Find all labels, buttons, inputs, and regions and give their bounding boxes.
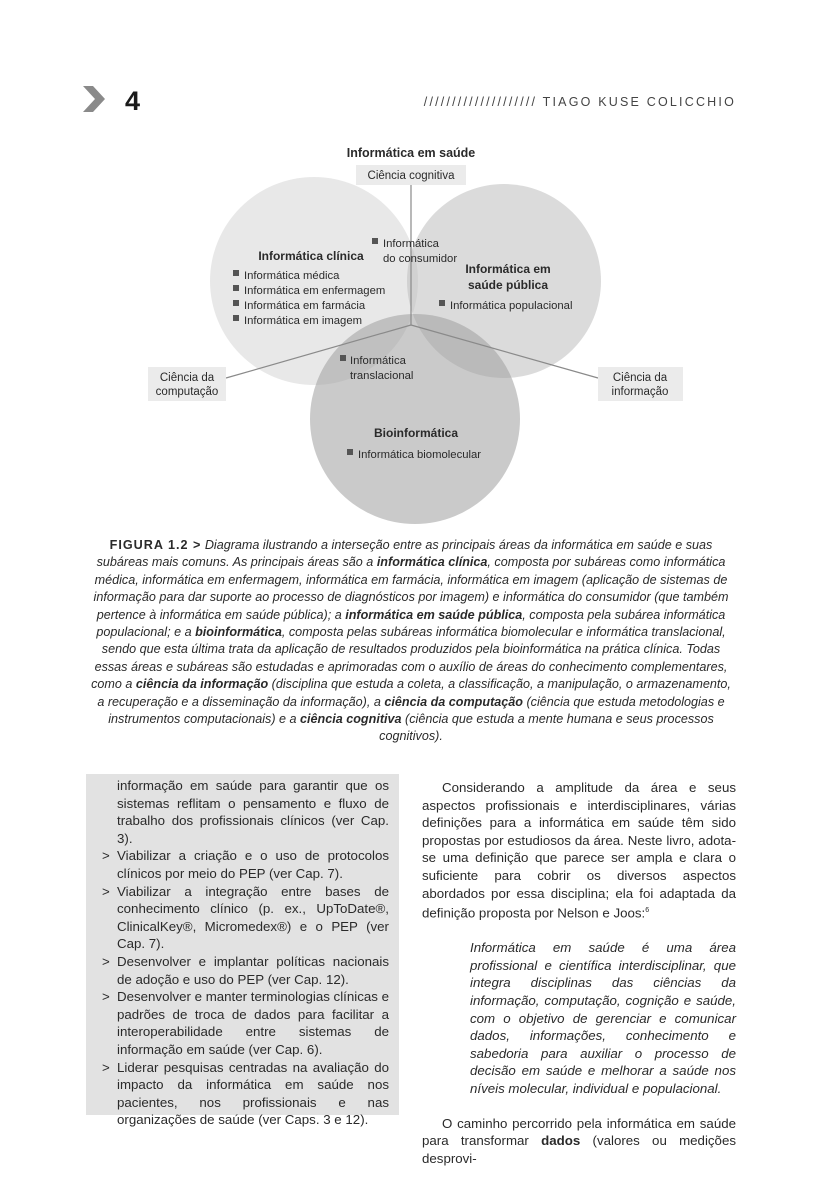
paragraph: Considerando a amplitude da área e seus aspectos profissionais e interdisciplinares, várias definições para a informática em saúde têm sido propostas por estudiosos da área. Neste livro, adota-se uma definição que parece ser ampla e clara o suficiente para cobrir os diversos aspectos abordados por essa disciplina; ela foi adaptada da definição proposta por Nelson e Joos:$^6$ bbox=[422, 780, 736, 921]
objectives-list bbox=[104, 847, 389, 1129]
svg-text:saúde pública: saúde pública bbox=[467, 278, 549, 292]
svg-text:Informática em imagem: Informática em imagem bbox=[244, 315, 363, 327]
clinical-informatics-title: Informática clínica bbox=[258, 249, 364, 263]
svg-text:Ciência cognitiva: Ciência cognitiva bbox=[367, 170, 455, 182]
bullet-icon bbox=[233, 315, 239, 321]
svg-text:Informática em farmácia: Informática em farmácia bbox=[244, 300, 366, 312]
bullet-icon bbox=[340, 355, 346, 361]
svg-text:do consumidor: do consumidor bbox=[383, 253, 458, 265]
bullet-marker: > bbox=[102, 848, 110, 864]
bullet-icon bbox=[372, 238, 378, 244]
svg-text:Informática: Informática bbox=[350, 355, 406, 367]
svg-text:computação: computação bbox=[155, 386, 219, 398]
svg-text:Informática biomolecular: Informática biomolecular bbox=[358, 449, 482, 461]
bullet-icon bbox=[233, 270, 239, 276]
figure-caption: FIGURA 1.2 > Diagrama ilustrando a interseção entre as principais áreas da informática em saúde e suas subáreas mais comuns. As principais áreas são a informática clínica, composta por subáreas como informática médica, informática em enfermagem, informática em farmácia, informática em imagem (aplicação de sistemas de informação para dar suporte ao processo de diagnósticos por imagem) e informática do consumidor (que também pertence à informática em saúde pública); a informática em saúde pública, composta pela subárea informática populacional; e a bioinformática, composta pelas subáreas informática biomolecular e informática translacional, sendo que esta última trata da aplicação de resultados produzidos pela bioinformática na prática clínica. Todas essas áreas e subáreas são estudadas e aprimoradas com o auxílio de áreas do conhecimento complementares, como a ciência da informação (disciplina que estuda a coleta, a classificação, a manipulação, o armazenamento, a recuperação e a disseminação da informação), a ciência da computação (ciência que estuda metodologias e instrumentos computacionais) e a ciência cognitiva (ciência que estuda a mente humana e seus processos cognitivos). bbox=[91, 538, 731, 744]
reference-number: 6 bbox=[645, 907, 650, 915]
bullet-icon bbox=[347, 449, 353, 455]
venn-diagram bbox=[0, 0, 826, 540]
bullet-marker: > bbox=[102, 883, 110, 899]
bullet-icon bbox=[439, 300, 445, 306]
list-item: > Liderar pesquisas centradas na avaliação do impacto da informática em saúde nos pacientes, nos profissionais e nas organizações de saúde (ver Caps. 3 e 12). bbox=[102, 1059, 389, 1128]
paragraph: O caminho percorrido pela informática em saúde para transformar dados (valores ou medições desprovi- bbox=[422, 1115, 736, 1166]
running-head: //////////////////// TIAGO KUSE COLICCHIO bbox=[423, 95, 736, 109]
public-health-informatics-title: Informática em bbox=[465, 262, 551, 276]
svg-text:Informática populacional: Informática populacional bbox=[450, 300, 573, 312]
svg-text:Informática: Informática bbox=[383, 238, 439, 250]
list-item: > Viabilizar a criação e o uso de protocolos clínicos por meio do PEP (ver Cap. 7). bbox=[102, 848, 389, 881]
diagram-title: Informática em saúde bbox=[346, 146, 476, 160]
svg-text:Informática em enfermagem: Informática em enfermagem bbox=[244, 285, 386, 297]
body-text-column bbox=[422, 779, 736, 1167]
svg-text:informação: informação bbox=[611, 386, 669, 398]
list-item: > Desenvolver e implantar políticas nacionais de adoção e uso do PEP (ver Cap. 12). bbox=[102, 953, 389, 987]
bullet-icon bbox=[233, 285, 239, 291]
cognitive-science-label bbox=[356, 165, 466, 185]
computer-science-label bbox=[148, 367, 226, 401]
objectives-box bbox=[86, 774, 399, 1128]
svg-text:translacional: translacional bbox=[350, 370, 414, 382]
information-science-label bbox=[598, 367, 683, 401]
box-intro: informação em saúde para garantir que os sistemas reflitam o pensamento e fluxo de trabalho dos profissionais clínicos (ver Cap. 3). bbox=[117, 778, 389, 846]
bullet-marker: > bbox=[102, 989, 110, 1005]
bullet-marker: > bbox=[102, 1059, 110, 1075]
bullet-icon bbox=[233, 300, 239, 306]
list-item: > Desenvolver e manter terminologias clínicas e padrões de troca de dados para facilitar a interoperabilidade entre sistemas de informação em saúde (ver Cap. 6). bbox=[102, 989, 389, 1057]
bioinformatics-title: Bioinformática bbox=[373, 426, 459, 440]
bullet-marker: > bbox=[102, 953, 110, 969]
figure-label: FIGURA 1.2 > bbox=[109, 538, 202, 552]
svg-text:Informática médica: Informática médica bbox=[244, 270, 340, 282]
svg-text:Ciência da: Ciência da bbox=[612, 372, 668, 384]
svg-text:Ciência da: Ciência da bbox=[159, 372, 215, 384]
page-number: 4 bbox=[125, 86, 141, 116]
definition-quote: Informática em saúde é uma área profissional e científica interdisciplinar, que integra disciplinas das ciências da informação, computação, cognição e saúde, com o objetivo de gerenciar e comunicar dados, informações, conhecimento e sabedoria para auxiliar o processo de decisão em saúde e melhorar a saúde nos níveis molecular, individual e populacional. bbox=[470, 940, 736, 1096]
list-item: > Viabilizar a integração entre bases de conhecimento clínico (p. ex., UpToDate®, ClinicalKey®, Micromedex®) e o PEP (ver Cap. 7). bbox=[102, 883, 389, 952]
